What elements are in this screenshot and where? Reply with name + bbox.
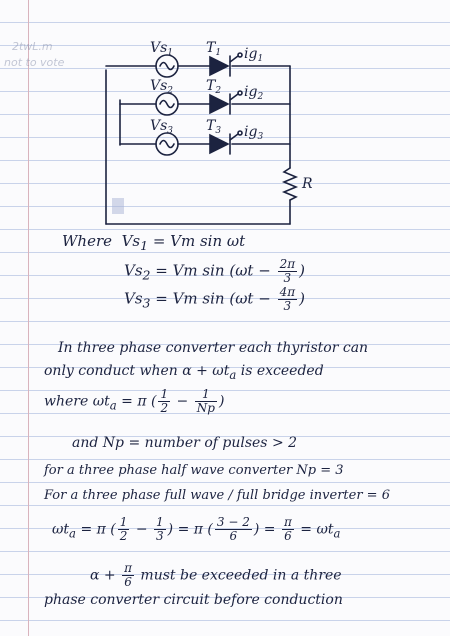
gate-2-label: $ig_2$ [244, 84, 264, 102]
text-line-3: where $\omega t_a = \pi$ ( $\frac{1}{2}$ − $\frac{1}{Np}$ ) [44, 387, 225, 415]
text-line-7: $\omega t_a = \pi$ ( $\frac{1}{2}$ − $\frac{1}{3}$ ) = π ( $\frac{3 - 2}{6}$ ) = $\frac{\pi}{6}$ = $\omega t_a$ [52, 515, 341, 543]
where-label: Where [62, 232, 113, 250]
resistor [284, 168, 296, 200]
text-line-6: For a three phase full wave / full bridge inverter = 6 [44, 488, 390, 503]
thyristor-3-label: $T_3$ [206, 118, 222, 136]
margin-scribble: 2twL.m [12, 40, 53, 53]
thyristor-2-label: $T_2$ [206, 78, 222, 96]
resistor-label: R [302, 176, 313, 192]
margin-scribble-2: not to vote [4, 56, 65, 69]
eq-vs3: $Vs_3 = Vm$ sin (ωt − $\frac{4\pi}{3}$ ) [124, 285, 305, 313]
text-line-4: and Np = number of pulses > 2 [72, 435, 298, 451]
thyristor-1-label: $T_1$ [206, 40, 222, 58]
source-3-label: $Vs_3$ [150, 118, 174, 136]
text-line-8: α + $\frac{\pi}{6}$ must be exceeded in a three [90, 561, 342, 589]
circuit-diagram [0, 0, 450, 240]
text-line-2: only conduct when $\alpha + \omega t_a$ is exceeded [44, 363, 324, 382]
gate-1-label: $ig_1$ [244, 46, 264, 64]
gate-3-label: $ig_3$ [244, 124, 264, 142]
eq-vs2: $Vs_2 = Vm$ sin (ωt − $\frac{2\pi}{3}$ ) [124, 257, 305, 285]
source-2-label: $Vs_2$ [150, 78, 174, 96]
source-1-label: $Vs_1$ [150, 40, 174, 58]
text-line-9: phase converter circuit before conduction [44, 592, 343, 608]
text-line-1: In three phase converter each thyristor can [58, 340, 369, 356]
eq-vs1: Where $Vs_1 = Vm$ sin ωt [62, 232, 246, 253]
text-line-5: for a three phase half wave converter Np = 3 [44, 463, 344, 478]
faint-stamp [112, 198, 124, 214]
